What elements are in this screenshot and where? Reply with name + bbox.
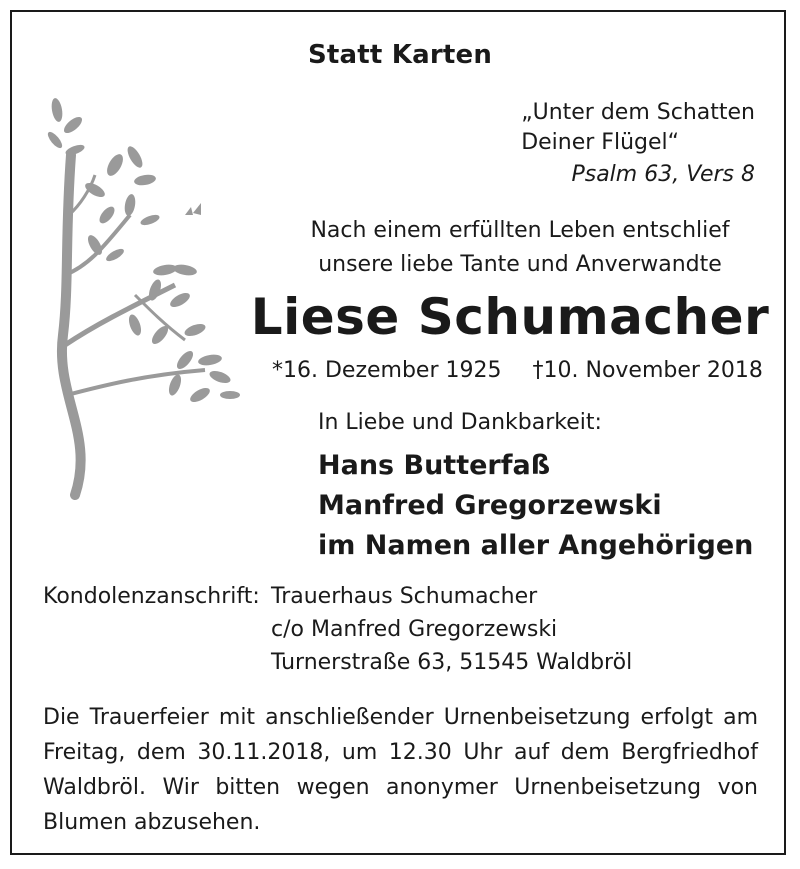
condolence-address-lines xyxy=(271,580,632,679)
address-line: c/o Manfred Gregorzewski xyxy=(271,617,558,642)
announcement-line-1: Nach einem erfüllten Leben entschlief xyxy=(310,218,730,243)
tree-illustration xyxy=(35,95,245,505)
mourner-name: Hans Butterfaß xyxy=(318,450,551,481)
address-line: Turnerstraße 63, 51545 Waldbröl xyxy=(271,650,633,675)
announcement-line-2: unsere liebe Tante und Anverwandte xyxy=(318,252,722,277)
quote-line-2: Deiner Flügel“ xyxy=(521,130,680,155)
notice-header: Statt Karten xyxy=(307,40,493,70)
quote-line-1: „Unter dem Schatten xyxy=(521,100,755,125)
mourners-list xyxy=(318,446,753,566)
mourners-intro: In Liebe und Dankbarkeit: xyxy=(318,410,602,435)
life-dates xyxy=(272,358,763,383)
announcement-text xyxy=(270,214,770,282)
condolence-label: Kondolenzanschrift: xyxy=(43,584,260,609)
address-line: Trauerhaus Schumacher xyxy=(271,584,538,609)
mourner-name: im Namen aller Angehörigen xyxy=(318,530,754,561)
quote-reference: Psalm 63, Vers 8 xyxy=(571,162,755,187)
deceased-name: Liese Schumacher xyxy=(250,288,770,346)
ceremony-details: Die Trauerfeier mit anschließender Urnenbeisetzung erfolgt am Freitag, dem 30.11.2018, um 12.30 Uhr auf dem Bergfriedhof Waldbröl. Wir bitten wegen anonymer Urnenbeisetzung von Blumen abzusehen. xyxy=(43,705,758,835)
scripture-quote xyxy=(521,98,755,187)
death-date: †10. November 2018 xyxy=(532,358,763,383)
birth-date: *16. Dezember 1925 xyxy=(272,358,502,383)
mourner-name: Manfred Gregorzewski xyxy=(318,490,662,521)
